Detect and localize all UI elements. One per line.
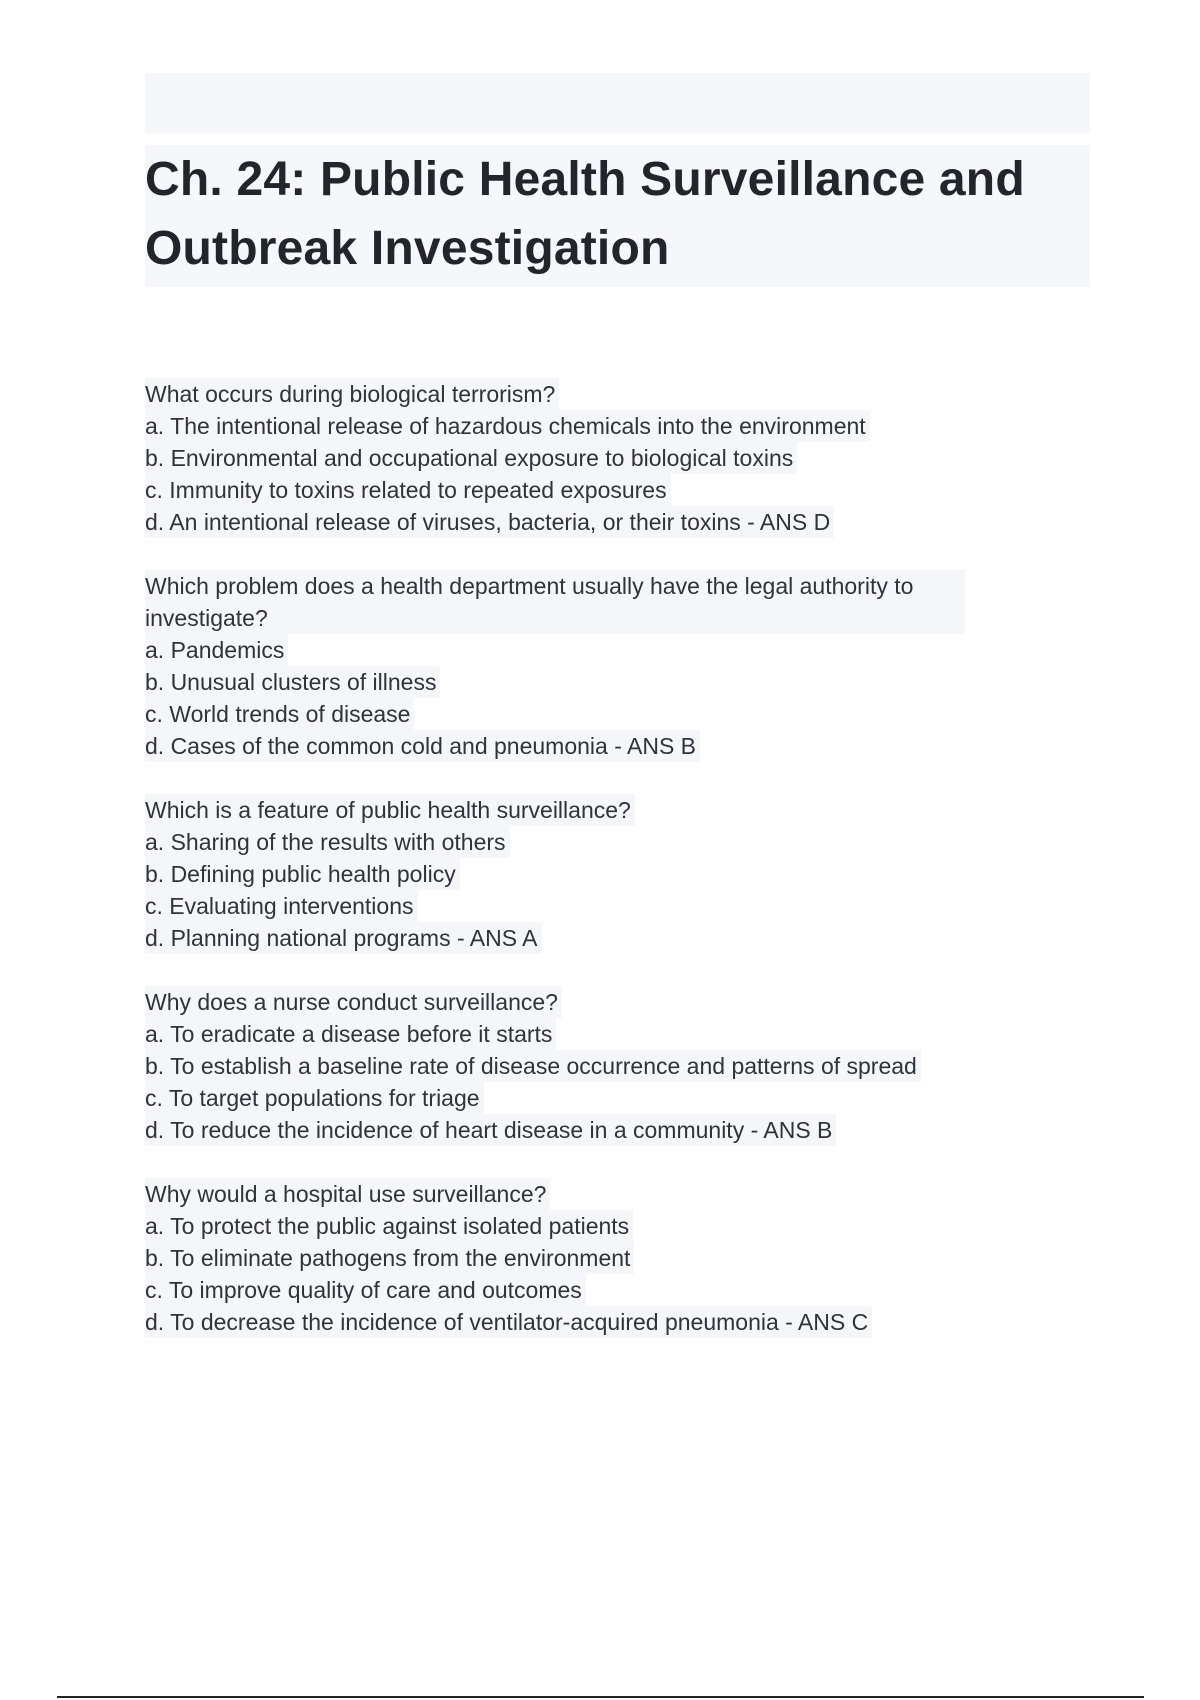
question-block-5	[145, 1178, 1045, 1338]
footer-divider	[57, 1696, 1144, 1698]
option-b: b. Environmental and occupational exposure to biological toxins	[145, 442, 1045, 474]
page-title: Ch. 24: Public Health Surveillance and Outbreak Investigation	[145, 153, 1025, 275]
question-text: Which is a feature of public health surveillance?	[145, 794, 1045, 826]
question-text: Why does a nurse conduct surveillance?	[145, 986, 1045, 1018]
question-list	[145, 378, 1045, 1370]
option-c: c. To target populations for triage	[145, 1082, 1045, 1114]
option-a: a. Sharing of the results with others	[145, 826, 1045, 858]
option-d-answer: d. Cases of the common cold and pneumonia - ANS B	[145, 730, 1045, 762]
option-a: a. Pandemics	[145, 634, 1045, 666]
option-c: c. Immunity to toxins related to repeated exposures	[145, 474, 1045, 506]
header-band	[145, 73, 1090, 133]
option-b: b. Unusual clusters of illness	[145, 666, 1045, 698]
option-d-answer: d. An intentional release of viruses, bacteria, or their toxins - ANS D	[145, 506, 1045, 538]
question-text: What occurs during biological terrorism?	[145, 378, 1045, 410]
question-text: Why would a hospital use surveillance?	[145, 1178, 1045, 1210]
option-c: c. To improve quality of care and outcomes	[145, 1274, 1045, 1306]
option-d-answer: d. Planning national programs - ANS A	[145, 922, 1045, 954]
option-a: a. To protect the public against isolated patients	[145, 1210, 1045, 1242]
option-b: b. To establish a baseline rate of disease occurrence and patterns of spread	[145, 1050, 1045, 1082]
option-c: c. World trends of disease	[145, 698, 1045, 730]
option-b: b. To eliminate pathogens from the environment	[145, 1242, 1045, 1274]
option-d-answer: d. To reduce the incidence of heart disease in a community - ANS B	[145, 1114, 1045, 1146]
option-c: c. Evaluating interventions	[145, 890, 1045, 922]
option-a: a. To eradicate a disease before it starts	[145, 1018, 1045, 1050]
option-a: a. The intentional release of hazardous chemicals into the environment	[145, 410, 1045, 442]
question-block-2	[145, 570, 1045, 762]
question-block-3	[145, 794, 1045, 954]
question-text: Which problem does a health department usually have the legal authority to investigate?	[145, 570, 965, 634]
question-block-1	[145, 378, 1045, 538]
option-b: b. Defining public health policy	[145, 858, 1045, 890]
title-block	[145, 145, 1090, 287]
question-block-4	[145, 986, 1045, 1146]
option-d-answer: d. To decrease the incidence of ventilator-acquired pneumonia - ANS C	[145, 1306, 1045, 1338]
